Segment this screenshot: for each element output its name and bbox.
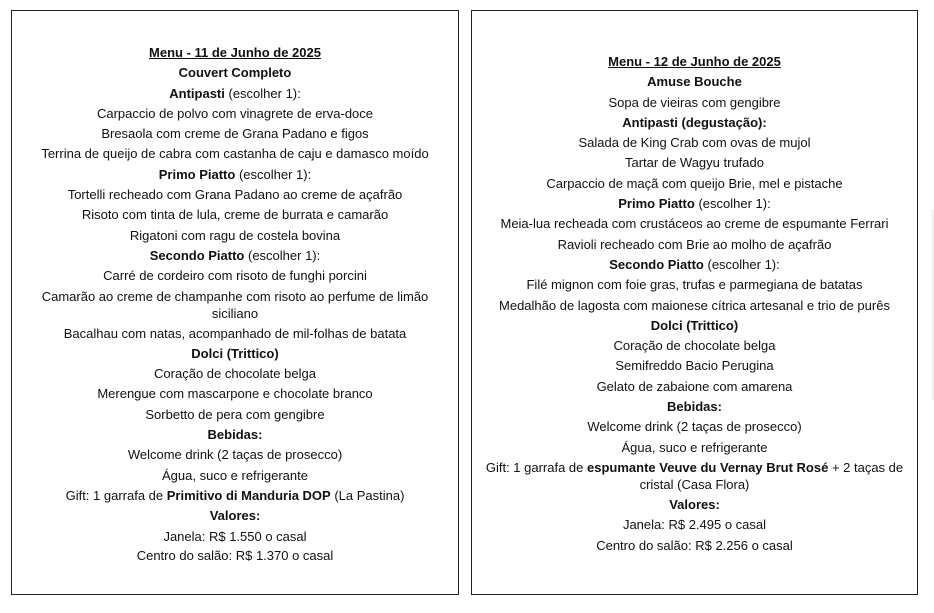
dolci-heading: Dolci (Trittico) (191, 345, 279, 361)
price-line: Janela: R$ 2.495 o casal (622, 517, 767, 533)
menu-item: Coração de chocolate belga (154, 366, 316, 382)
menu-item: Gelato de zabaione com amarena (596, 378, 793, 394)
antipasti-heading: Antipasti (degustação): (622, 114, 767, 130)
menu-item: Carré de cordeiro com risoto de funghi porcini (103, 268, 367, 284)
menu-card-june-11 (11, 10, 459, 595)
menu-item: Risoto com tinta de lula, creme de burrata e camarão (81, 207, 389, 223)
primo-heading: Primo Piatto (escolher 1): (158, 166, 312, 182)
menu-item: Welcome drink (2 taças de prosecco) (587, 419, 802, 435)
bebidas-heading: Bebidas: (667, 399, 722, 415)
menu-item: Água, suco e refrigerante (162, 467, 308, 483)
edge-shadow (930, 210, 934, 400)
price-line: Janela: R$ 1.550 o casal (163, 528, 307, 544)
price-line: Centro do salão: R$ 2.256 o casal (596, 537, 793, 553)
dolci-heading: Dolci (Trittico) (650, 317, 739, 333)
price-line: Centro do salão: R$ 1.370 o casal (136, 547, 334, 563)
menu-item: Welcome drink (2 taças de prosecco) (127, 447, 343, 463)
valores-heading: Valores: (669, 496, 720, 512)
menu-item: Coração de chocolate belga (613, 338, 776, 354)
menu-item: Água, suco e refrigerante (621, 439, 768, 455)
antipasti-heading: Antipasti (escolher 1): (169, 85, 301, 101)
menu-card-june-12 (471, 10, 918, 595)
primo-heading: Primo Piatto (escolher 1): (618, 196, 771, 212)
menu-item: Carpaccio de maçã com queijo Brie, mel e pistache (546, 175, 843, 191)
menu-item: Rigatoni com ragu de costela bovina (129, 227, 341, 243)
menu-item: Carpaccio de polvo com vinagrete de erva-doce (96, 105, 374, 121)
menu-item: Bacalhau com natas, acompanhado de mil-folhas de batata (63, 325, 407, 341)
couvert-heading: Couvert Completo (178, 65, 292, 81)
menu-item: Salada de King Crab com ovas de mujol (578, 135, 811, 151)
menu-title: Menu - 12 de Junho de 2025 (608, 54, 781, 69)
amuse-heading: Amuse Bouche (647, 74, 742, 90)
menu-item: Tortelli recheado com Grana Padano ao creme de açafrão (67, 187, 403, 203)
menu-item: Medalhão de lagosta com maionese cítrica artesanal e trio de purês (499, 297, 890, 313)
gift-line: Gift: 1 garrafa de espumante Veuve du Vernay Brut Rosé + 2 taças de cristal (Casa Flora) (485, 459, 904, 492)
menu-item: Meia-lua recheada com crustáceos ao creme de espumante Ferrari (500, 216, 889, 232)
menu-item: Terrina de queijo de cabra com castanha de caju e damasco moído (41, 146, 429, 162)
menu-item: Camarão ao creme de champanhe com risoto ao perfume de limão siciliano (41, 288, 429, 321)
menu-title: Menu - 11 de Junho de 2025 (149, 45, 321, 60)
secondo-heading: Secondo Piatto (escolher 1): (609, 256, 780, 272)
bebidas-heading: Bebidas: (207, 427, 263, 443)
menu-item: Bresaola com creme de Grana Padano e figos (101, 126, 369, 142)
secondo-heading: Secondo Piatto (escolher 1): (149, 247, 321, 263)
menu-item: Sorbetto de pera com gengibre (145, 406, 325, 422)
menu-item: Filé mignon com foie gras, trufas e parmegiana de batatas (526, 277, 863, 293)
menu-item: Sopa de vieiras com gengibre (608, 94, 781, 110)
menu-item: Merengue com mascarpone e chocolate branco (97, 386, 373, 402)
menu-item: Semifreddo Bacio Perugina (615, 358, 774, 374)
gift-line: Gift: 1 garrafa de Primitivo di Manduria DOP (La Pastina) (65, 487, 405, 503)
valores-heading: Valores: (209, 508, 261, 524)
menu-item: Tartar de Wagyu trufado (625, 155, 764, 171)
menu-item: Ravioli recheado com Brie ao molho de açafrão (557, 236, 832, 252)
